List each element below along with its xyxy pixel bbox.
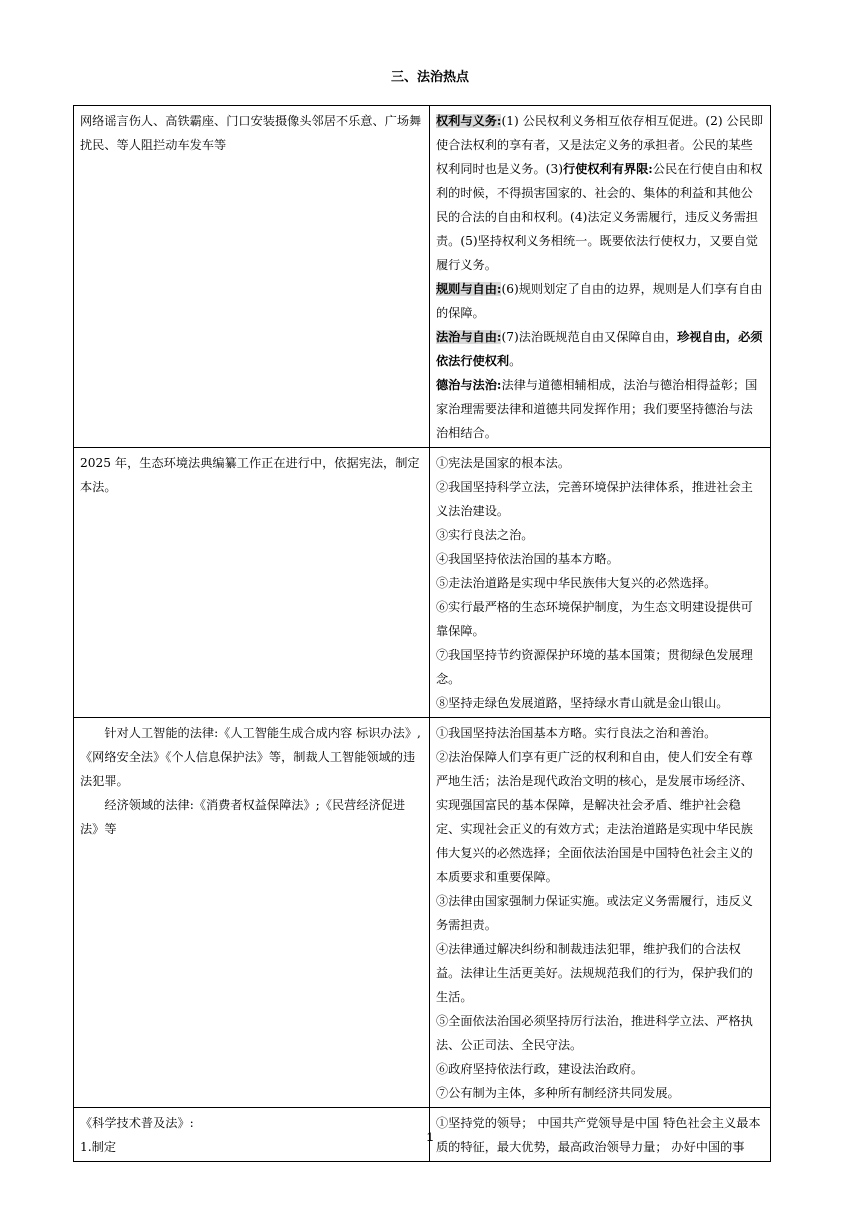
table-cell-topic	[74, 448, 430, 718]
page-number: 1	[426, 1130, 434, 1144]
topic-text: 经济领域的法律:《消费者权益保障法》;《民营经济促进法》等	[80, 798, 406, 836]
list-item: ④法律通过解决纠纷和制裁违法犯罪，维护我们的合法权益。法律让生活更美好。法规规范我们的行为，保护我们的生活。	[436, 942, 753, 1004]
table-cell-topic	[74, 718, 430, 1108]
list-item: ②法治保障人们享有更广泛的权利和自由，使人们安全有尊严地生活；法治是现代政治文明的核心，是发展市场经济、实现强国富民的基本保障，是解决社会矛盾、维护社会稳定、实现社会正义的有效方式；走法治道路是实现中华民族伟大复兴的必然选择；全面依法治国是中国特色社会主义的本质要求和重要保障。	[436, 750, 753, 884]
list-item: ⑤走法治道路是实现中华民族伟大复兴的必然选择。	[436, 576, 717, 590]
point-text: 法律与道德相辅相成，法治与德治相得益彰；国家治理需要法律和道德共同发挥作用；我们要坚持德治与法治相结合。	[436, 378, 758, 440]
list-item: ⑧坚持走绿色发展道路，坚持绿水青山就是金山银山。	[436, 696, 729, 710]
table-row	[74, 718, 771, 1108]
point-paragraph	[436, 277, 764, 325]
topic-text: 2025 年，生态环境法典编纂工作正在进行中，依据宪法，制定本法。	[80, 456, 420, 494]
list-item: ⑤全面依法治国必须坚持厉行法治，推进科学立法、严格执法、公正司法、全民守法。	[436, 1014, 753, 1052]
topic-text: 网络谣言伤人、高铁霸座、门口安装摄像头邻居不乐意、广场舞扰民、等人阻拦动车发车等	[80, 114, 422, 152]
table-cell-topic	[74, 106, 430, 448]
point-paragraph	[436, 325, 764, 373]
point-text: (6)规则划定了自由的边界，规则是人们享有自由的保障。	[436, 282, 763, 320]
list-item: ①我国坚持法治国基本方略。实行良法之治和善治。	[436, 726, 717, 740]
list-item: ③法律由国家强制力保证实施。或法定义务需履行，违反义务需担责。	[436, 894, 753, 932]
list-item: ①坚持党的领导； 中国共产党领导是中国 特色社会主义最本质的特征，最大优势，最高政治领导力量； 办好中国的事	[436, 1116, 761, 1154]
list-item: ⑦公有制为主体，多种所有制经济共同发展。	[436, 1086, 680, 1100]
point-text: 。	[509, 354, 522, 368]
list-item: ⑥实行最严格的生态环境保护制度，为生态文明建设提供可靠保障。	[436, 600, 753, 638]
table-row	[74, 448, 771, 718]
list-item: ⑦我国坚持节约资源保护环境的基本国策；贯彻绿色发展理念。	[436, 648, 753, 686]
topic-text: 针对人工智能的法律:《人工智能生成合成内容 标识办法》,《网络安全法》《个人信息保护法》等，制裁人工智能领域的违法犯罪。	[80, 726, 421, 788]
point-paragraph	[436, 109, 764, 277]
list-item: ②我国坚持科学立法，完善环境保护法律体系，推进社会主义法治建设。	[436, 480, 753, 518]
bold-phrase: 行使权利有界限:	[562, 162, 653, 176]
point-text: (7)法治既规范自由又保障自由，	[501, 330, 678, 344]
table-cell-points	[430, 106, 771, 448]
section-label: 规则与自由:	[436, 282, 502, 296]
table-cell-points	[430, 718, 771, 1108]
section-label: 权利与义务:	[436, 114, 502, 128]
section-label: 德治与法治:	[436, 378, 502, 392]
table-row	[74, 106, 771, 448]
list-item: ①宪法是国家的根本法。	[436, 456, 571, 470]
topic-text: 1.制定	[80, 1140, 117, 1154]
list-item: ⑥政府坚持依法行政，建设法治政府。	[436, 1062, 644, 1076]
list-item: ④我国坚持依法治国的基本方略。	[436, 552, 619, 566]
page-title: 三、法治热点	[390, 70, 469, 85]
section-label: 法治与自由:	[436, 330, 502, 344]
table-cell-points	[430, 448, 771, 718]
topic-text: 《科学技术普及法》:	[80, 1116, 194, 1130]
point-paragraph	[436, 373, 764, 445]
point-text: 公民在行使自由和权利的时候，不得损害国家的、社会的、集体的利益和其他公民的合法的自由和权利。(4)法定义务需履行，违反义务需担责。(5)坚持权利义务相统一。既要依法行使权力，又要自觉履行义务。	[436, 162, 763, 272]
list-item: ③实行良法之治。	[436, 528, 534, 542]
bold-phrase: 珍视自由，必须依法行使权利	[436, 330, 763, 368]
point-text: (1) 公民权利义务相互依存相互促进。(2) 公民即使合法权利的享有者，又是法定义务的承担者。公民的某些权利同时也是义务。(3)	[436, 114, 764, 176]
hotspot-table	[73, 105, 771, 1162]
